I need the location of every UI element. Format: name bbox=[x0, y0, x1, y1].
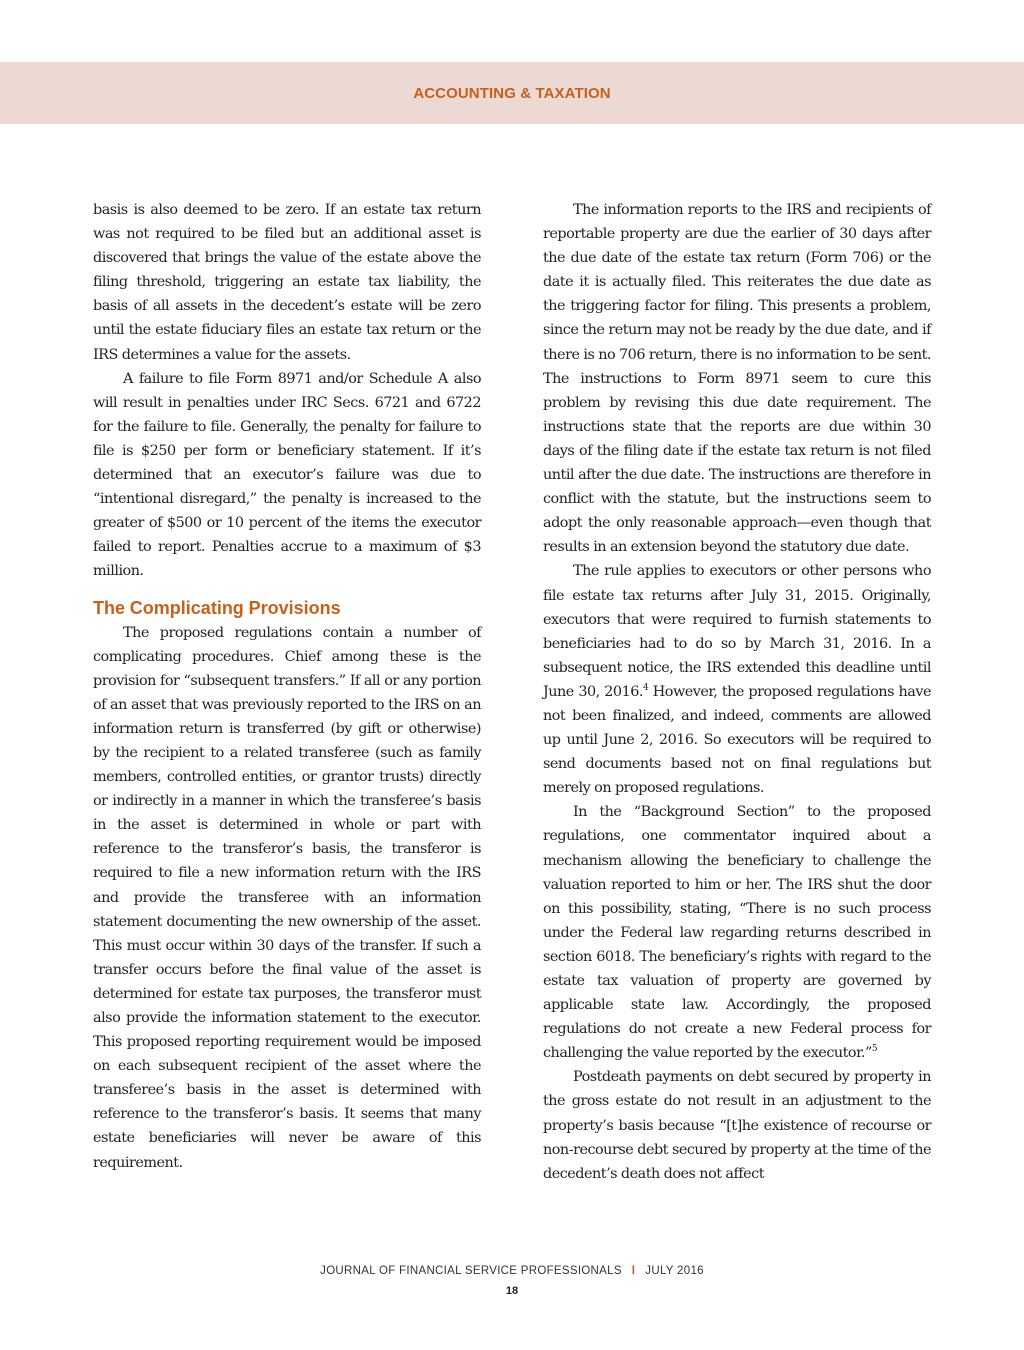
page-footer bbox=[0, 1263, 1024, 1279]
paragraph bbox=[543, 800, 931, 1065]
left-column bbox=[93, 198, 481, 1175]
page-number: 18 bbox=[505, 1285, 519, 1297]
paragraph-text: The rule applies to executors or other persons who file estate tax returns after July 31, 2015. Originally, executors that were required to furnish statements to beneficiaries had to do so by March 31, 2016. In a subsequent notice, the IRS extended this deadline until June 30, 2016. bbox=[543, 563, 931, 700]
paragraph-text: In the “Background Section” to the proposed regulations, one commentator inquired about a mechanism allowing the beneficiary to challenge the valuation reported to him or her. The IRS shut the door on this possibility, stating, “There is no such process under the Federal law regarding returns described in section 6018. The beneficiary’s rights with regard to the estate tax valuation of property are governed by applicable state law. Accordingly, the proposed regulations do not create a new Federal process for challenging the value reported by the executor.” bbox=[543, 804, 931, 1062]
issue-date: JULY 2016 bbox=[645, 1265, 704, 1277]
paragraph: The proposed regulations contain a number of complicating procedures. Chief among these is the provision for “subsequent transfers.” If all or any portion of an asset that was previously reported to the IRS on an information return is transferred (by gift or otherwise) by the recipient to a related transferee (such as family members, controlled entities, or grantor trusts) directly or indirectly in a manner in which the transferee’s basis in the asset is determined in whole or part with reference to the transferor’s basis, the transferor is required to file a new information return with the IRS and provide the transferee with an information statement documenting the new ownership of the asset. This must occur within 30 days of the transfer. If such a transfer occurs before the final value of the asset is determined for estate tax purposes, the transferor must also provide the information statement to the executor. This proposed reporting requirement would be imposed on each subsequent recipient of the asset where the transferee’s basis in the asset is determined with reference to the transferor’s basis. It seems that many estate beneficiaries will never be aware of this requirement. bbox=[93, 624, 481, 1171]
paragraph: Postdeath payments on debt secured by property in the gross estate do not result in an adjustment to the property’s basis because “[t]he existence of recourse or non-recourse debt secured by property at the time of the decedent’s death does not affect bbox=[543, 1069, 931, 1182]
right-column bbox=[543, 198, 931, 1186]
section-heading: The Complicating Provisions bbox=[93, 597, 341, 618]
footnote-ref: 5 bbox=[871, 1044, 878, 1055]
paragraph: The information reports to the IRS and recipients of reportable property are due the earlier of 30 days after the due date of the estate tax return (Form 706) or the date it is actually filed. This reiterates the due date as the triggering factor for filing. This presents a problem, since the return may not be ready by the due date, and if there is no 706 return, there is no information to be sent. The instructions to Form 8971 seem to cure this problem by revising this due date requirement. The instructions state that the reports are due within 30 days of the filing date if the estate tax return is not filed until after the due date. The instructions are therefore in conflict with the statute, but the instructions seem to adopt the only reasonable approach—even though that results in an extension beyond the statutory due date. bbox=[543, 202, 932, 556]
paragraph bbox=[543, 559, 931, 800]
journal-name: JOURNAL OF FINANCIAL SERVICE PROFESSIONALS bbox=[320, 1265, 622, 1277]
section-title: ACCOUNTING & TAXATION bbox=[413, 85, 611, 102]
footnote-ref: 4 bbox=[642, 683, 649, 694]
footer-separator: I bbox=[631, 1265, 636, 1277]
paragraph: A failure to file Form 8971 and/or Schedule A also will result in penalties under IRC Secs. 6721 and 6722 for the failure to file. Generally, the penalty for failure to file is $250 per form or beneficiary statement. If it’s determined that an executor’s failure was due to “intentional disregard,” the penalty is increased to the greater of $500 or 10 percent of the items the executor failed to report. Penalties accrue to a maximum of $3 million. bbox=[93, 370, 481, 580]
paragraph-text: However, the proposed regulations have not been finalized, and indeed, comments are allowed up until June 2, 2016. So executors will be required to send documents based not on final regulations but merely on proposed regulations. bbox=[543, 683, 931, 797]
paragraph: basis is also deemed to be zero. If an estate tax return was not required to be filed but an additional asset is discovered that brings the value of the estate above the filing threshold, triggering an estate tax liability, the basis of all assets in the decedent’s estate will be zero until the estate fiduciary files an estate tax return or the IRS determines a value for the assets. bbox=[93, 202, 481, 363]
